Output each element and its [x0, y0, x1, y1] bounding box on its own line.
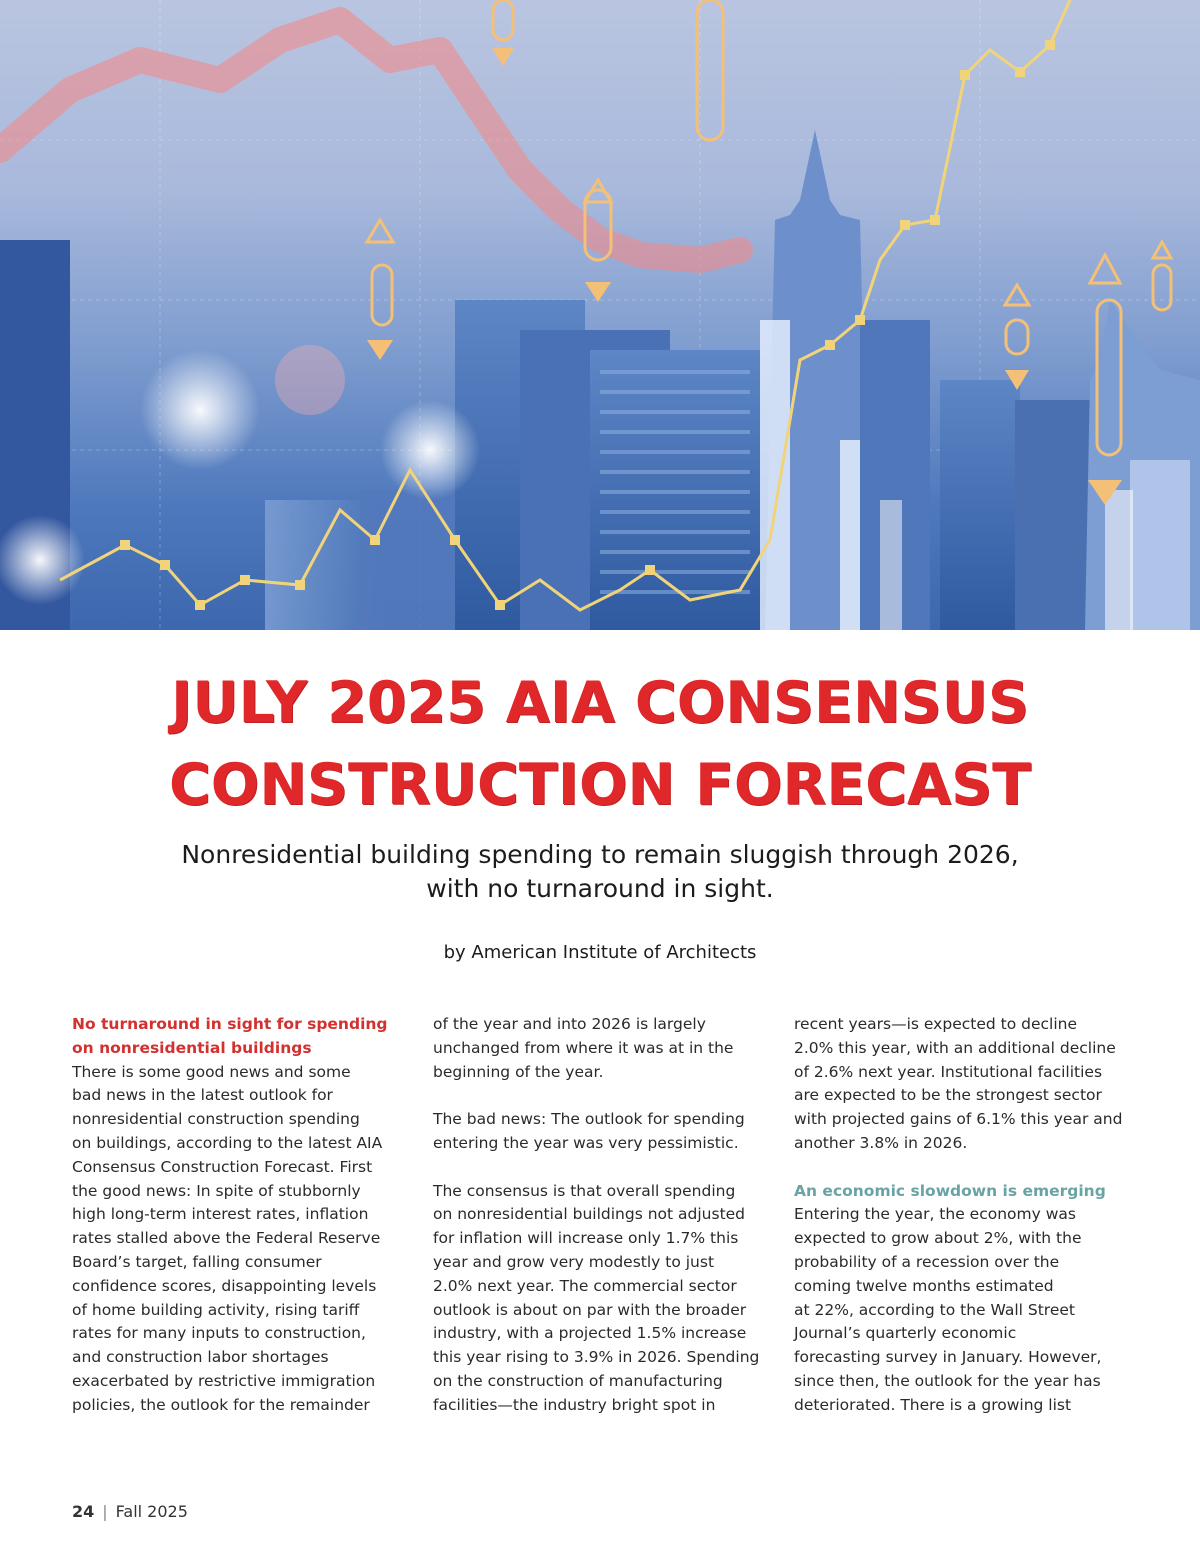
text-line: Journal’s quarterly economic	[794, 1324, 1017, 1343]
text-line: on the construction of manufacturing	[433, 1371, 723, 1390]
text-line: coming twelve months estimated	[794, 1276, 1054, 1295]
text-line: beginning of the year.	[433, 1062, 604, 1081]
text-line: of 2.6% next year. Institutional facilities	[794, 1062, 1103, 1081]
footer-separator: |	[102, 1502, 108, 1521]
paragraph-gap	[794, 1156, 1124, 1180]
text-line: for inflation will increase only 1.7% this	[433, 1229, 739, 1248]
text-line: the good news: In spite of stubbornly	[72, 1181, 361, 1200]
text-line: of the year and into 2026 is largely	[433, 1015, 706, 1033]
page-number: 24	[72, 1502, 95, 1521]
city-skyline-chart-image	[0, 0, 1200, 630]
text-line: another 3.8% in 2026.	[794, 1133, 968, 1152]
text-line: 2.0% next year. The commercial sector	[433, 1276, 737, 1295]
text-line: 2.0% this year, with an additional decline	[794, 1038, 1116, 1057]
text-line: deteriorated. There is a growing list	[794, 1395, 1072, 1414]
text-line: exacerbated by restrictive immigration	[72, 1371, 376, 1390]
column-1	[72, 1013, 402, 1418]
article-subtitle	[0, 838, 1200, 906]
text-line: expected to grow about 2%, with the	[794, 1229, 1082, 1248]
text-line: There is some good news and some	[72, 1062, 351, 1081]
text-line: bad news in the latest outlook for	[72, 1086, 333, 1105]
title-line-1: JULY 2025 AIA CONSENSUS	[171, 670, 1029, 736]
text-line: are expected to be the strongest sector	[794, 1086, 1102, 1105]
text-line: on nonresidential buildings not adjusted	[433, 1205, 746, 1224]
text-line: Entering the year, the economy was	[794, 1205, 1076, 1224]
text-line: facilities—the industry bright spot in	[433, 1395, 716, 1414]
article-title	[0, 662, 1200, 826]
title-line-2: CONSTRUCTION FORECAST	[168, 752, 1032, 818]
subtitle-line-2: with no turnaround in sight.	[426, 874, 774, 903]
issue-label: Fall 2025	[115, 1502, 188, 1521]
text-line: The bad news: The outlook for spending	[433, 1110, 745, 1129]
paragraph-gap	[433, 1156, 763, 1180]
text-line: industry, with a projected 1.5% increase	[433, 1324, 747, 1343]
text-line: confidence scores, disappointing levels	[72, 1276, 377, 1295]
text-line: this year rising to 3.9% in 2026. Spending	[433, 1348, 760, 1367]
text-line: on buildings, according to the latest AIA	[72, 1133, 383, 1152]
column-2	[433, 1013, 763, 1418]
text-line: nonresidential construction spending	[72, 1110, 360, 1129]
text-line: and construction labor shortages	[72, 1348, 329, 1367]
text-line: of home building activity, rising tariff	[72, 1300, 360, 1319]
hero-image	[0, 0, 1200, 630]
section-heading: An economic slowdown is emerging	[794, 1181, 1106, 1200]
text-line: year and grow very modestly to just	[433, 1252, 715, 1271]
subtitle-line-1: Nonresidential building spending to remain sluggish through 2026,	[181, 840, 1019, 869]
byline: by American Institute of Architects	[443, 942, 757, 963]
text-line: The consensus is that overall spending	[433, 1181, 736, 1200]
text-line: since then, the outlook for the year has	[794, 1371, 1101, 1390]
text-line: policies, the outlook for the remainder	[72, 1395, 370, 1414]
text-line: high long-term interest rates, inflation	[72, 1205, 369, 1224]
text-line: forecasting survey in January. However,	[794, 1348, 1102, 1367]
text-line: with projected gains of 6.1% this year and	[794, 1110, 1123, 1129]
text-line: outlook is about on par with the broader	[433, 1300, 747, 1319]
page-footer	[72, 1502, 188, 1521]
paragraph-gap	[433, 1084, 763, 1108]
text-line: at 22%, according to the Wall Street	[794, 1300, 1075, 1319]
text-line: entering the year was very pessimistic.	[433, 1133, 739, 1152]
text-line: Consensus Construction Forecast. First	[72, 1157, 373, 1176]
text-line: Board’s target, falling consumer	[72, 1252, 322, 1271]
text-line: rates stalled above the Federal Reserve	[72, 1229, 381, 1248]
section-heading: No turnaround in sight for spending	[72, 1015, 388, 1033]
text-line: probability of a recession over the	[794, 1252, 1060, 1271]
text-line: rates for many inputs to construction,	[72, 1324, 366, 1343]
text-line: unchanged from where it was at in the	[433, 1038, 734, 1057]
text-line: recent years—is expected to decline	[794, 1015, 1077, 1033]
column-3	[794, 1013, 1124, 1418]
section-heading: on nonresidential buildings	[72, 1038, 312, 1057]
